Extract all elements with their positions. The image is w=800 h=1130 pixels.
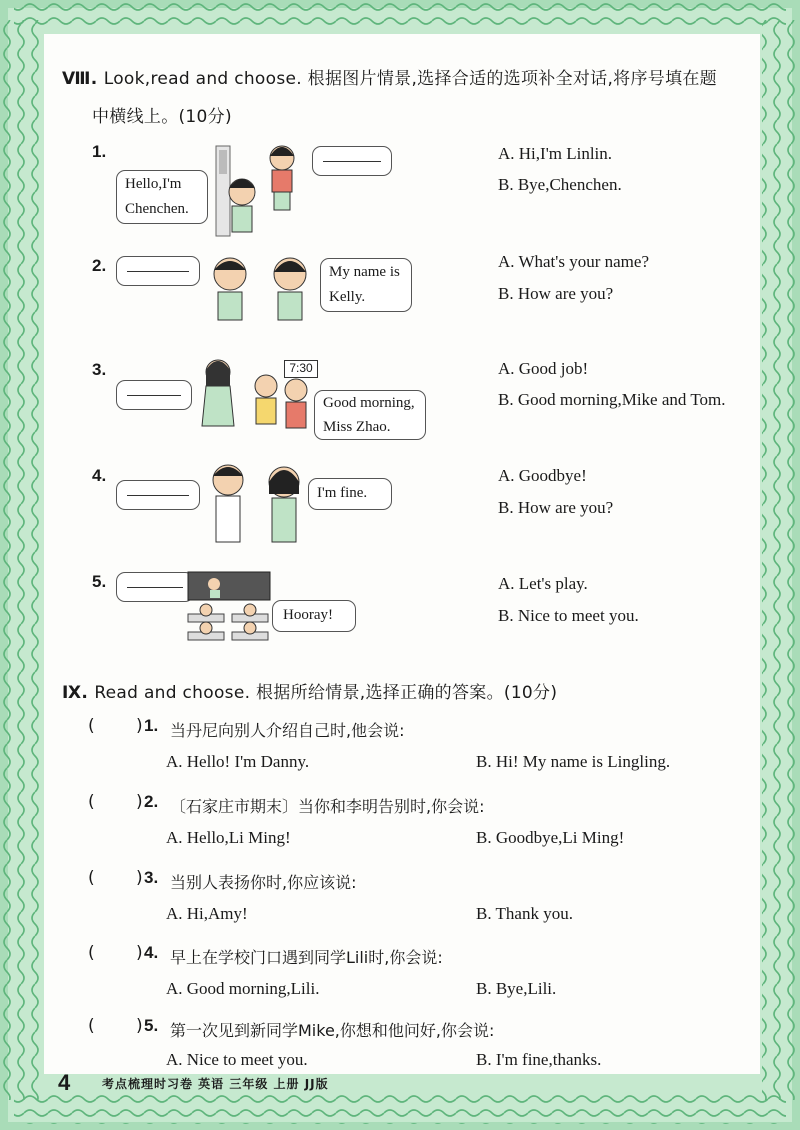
question-2-answer-blank[interactable] [100,790,134,814]
item-5-speech-bubble [272,600,356,632]
item-3-option-a: A. Good job! [498,359,589,378]
question-2-option-b: B. Goodbye,Li Ming! [476,828,625,847]
question-5-option-b: B. I'm fine,thanks. [476,1050,602,1069]
section-8-title-line2: 中横线上。(10分) [92,107,232,127]
item-1-bubble-line1: Hello,I'm [125,176,182,192]
item-4-option-a: A. Goodbye! [498,466,587,485]
question-4-answer-blank[interactable] [100,941,134,965]
item-5-illustration [184,570,272,646]
item-2-bubble-line1: My name is [329,264,400,280]
item-2-option-b: B. How are you? [498,284,614,303]
question-5-text: 第一次见到新同学Mike,你想和他问好,你会说: [170,1021,495,1040]
item-1-number: 1. [92,142,107,161]
section-9-title [62,678,557,703]
item-1-blank-bubble[interactable] [312,146,392,176]
question-3-option-b: B. Thank you. [476,904,573,923]
item-3-speech-bubble [314,390,426,440]
question-5-paren-open: ( [88,1016,95,1036]
section-9-number: Ⅸ. [62,683,89,703]
item-2-blank-bubble[interactable] [116,256,200,286]
question-5-number: 5. [144,1016,159,1035]
question-1-paren-close: ) [136,716,143,736]
item-2-option-a: A. What's your name? [498,252,649,271]
question-3-number: 3. [144,868,159,887]
item-1-option-a: A. Hi,I'm Linlin. [498,144,613,163]
question-3-paren-open: ( [88,868,95,888]
footer-book-title: 考点梳理时习卷 英语 三年级 上册 JJ版 [102,1077,329,1091]
question-2-text: 〔石家庄市期末〕当你和李明告别时,你会说: [170,797,485,816]
question-1-option-a: A. Hello! I'm Danny. [166,752,310,771]
question-5-paren-close: ) [136,1016,143,1036]
question-4-option-a: A. Good morning,Lili. [166,979,320,998]
section-8-title [62,64,717,89]
item-4-bubble-line1: I'm fine. [317,485,368,501]
item-4-blank-bubble[interactable] [116,480,200,510]
item-1-bubble-line2: Chenchen. [125,201,189,217]
question-2-paren-close: ) [136,792,143,812]
question-1-paren-open: ( [88,716,95,736]
item-3-number: 3. [92,360,107,379]
question-1-answer-blank[interactable] [100,714,134,738]
question-2-option-a: A. Hello,Li Ming! [166,828,291,847]
item-4-speech-bubble [308,478,392,510]
item-5-blank-bubble[interactable] [116,572,194,602]
question-4-paren-close: ) [136,943,143,963]
item-3-bubble-line1: Good morning, [323,395,415,411]
question-3-paren-close: ) [136,868,143,888]
question-4-text: 早上在学校门口遇到同学Lili时,你会说: [170,948,443,967]
page-number: 4 [58,1070,71,1095]
item-4-option-b: B. How are you? [498,498,614,517]
question-1-text: 当丹尼向别人介绍自己时,他会说: [170,721,405,740]
question-3-answer-blank[interactable] [100,866,134,890]
question-2-paren-open: ( [88,792,95,812]
question-4-option-b: B. Bye,Lili. [476,979,557,998]
question-3-text: 当别人表扬你时,你应该说: [170,873,357,892]
item-5-number: 5. [92,572,107,591]
section-9-instruction: Read and choose. 根据所给情景,选择正确的答案。(10分) [94,683,558,703]
item-3-clock: 7:30 [284,360,318,378]
question-5-option-a: A. Nice to meet you. [166,1050,308,1069]
item-3-option-b: B. Good morning,Mike and Tom. [498,390,726,409]
item-5-bubble-line1: Hooray! [283,607,333,623]
question-4-paren-open: ( [88,943,95,963]
item-2-number: 2. [92,256,107,275]
section-8-number: Ⅷ. [62,69,98,89]
item-5-option-a: A. Let's play. [498,574,588,593]
item-3-blank-bubble[interactable] [116,380,192,410]
item-2-speech-bubble [320,258,412,312]
item-4-number: 4. [92,466,107,485]
item-1-option-b: B. Bye,Chenchen. [498,175,622,194]
question-4-number: 4. [144,943,159,962]
item-2-illustration [204,250,316,322]
question-3-option-a: A. Hi,Amy! [166,904,248,923]
question-1-option-b: B. Hi! My name is Lingling. [476,752,671,771]
item-4-illustration [204,460,308,546]
item-2-bubble-line2: Kelly. [329,289,366,305]
item-5-option-b: B. Nice to meet you. [498,606,639,625]
question-5-answer-blank[interactable] [100,1014,134,1038]
section-8-instruction: Look,read and choose. 根据图片情景,选择合适的选项补全对话,将序号填在题 [103,69,717,89]
item-3-bubble-line2: Miss Zhao. [323,419,391,435]
item-1-illustration [208,140,312,240]
question-2-number: 2. [144,792,159,811]
question-1-number: 1. [144,716,159,735]
item-1-speech-bubble [116,170,208,224]
